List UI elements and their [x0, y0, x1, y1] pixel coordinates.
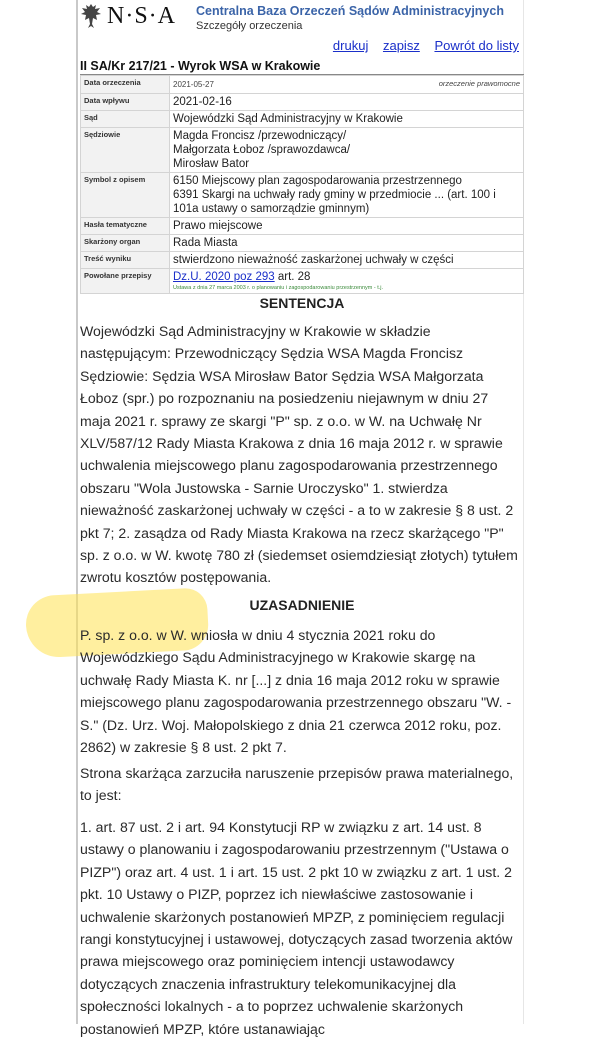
value-organ: Rada Miasta: [170, 235, 524, 252]
back-to-list-link[interactable]: Powrót do listy: [434, 38, 519, 53]
label-symbol: Symbol z opisem: [81, 173, 170, 218]
page-left-border: [76, 0, 78, 1024]
print-link[interactable]: drukuj: [332, 38, 369, 53]
sentencja-heading: SENTENCJA: [259, 295, 345, 311]
site-title[interactable]: Centralna Baza Orzeczeń Sądów Administracyjnych: [196, 4, 504, 18]
site-subtitle: Szczegóły orzeczenia: [196, 20, 303, 32]
label-data-wplywu: Data wpływu: [81, 94, 170, 111]
site-header: [80, 2, 520, 34]
uzasadnienie-paragraph-1: P. sp. z o.o. w W. wniosła w dniu 4 stycznia 2021 roku do Wojewódzkiego Sądu Administracyjnego w Krakowie skargę na uchwałę Rady Miasta K. nr [...] z dnia 16 maja 2012 roku w sprawie miejscowego planu zagospodarowania przestrzennego obszaru "W. -S." (Dz. Urz. Woj. Małopolskiego z dnia 21 czerwca 2012 roku, poz. 2862) w zakresie § 8 ust. 2 pkt 7.: [80, 627, 512, 756]
regulation-note: Ustawa z dnia 27 marca 2003 r. o planowaniu i zagospodarowaniu przestrzennym - t.j.: [173, 285, 384, 291]
row-symbol: [81, 173, 524, 218]
eagle-emblem-icon: [80, 2, 102, 30]
row-sad: [81, 111, 524, 128]
action-links: [322, 38, 519, 53]
nsa-logo-text[interactable]: N·S·A: [107, 3, 176, 29]
label-hasla: Hasła tematyczne: [81, 218, 170, 235]
label-data-orzeczenia: Data orzeczenia: [81, 76, 170, 94]
regulation-link[interactable]: Dz.U. 2020 poz 293: [173, 271, 275, 283]
symbol-1: 6150 Miejscowy plan zagospodarowania przestrzennego: [173, 175, 462, 187]
save-link[interactable]: zapisz: [382, 38, 420, 53]
value-hasla: Prawo miejscowe: [170, 218, 524, 235]
label-wynik: Treść wyniku: [81, 252, 170, 269]
row-data-wplywu: [81, 94, 524, 111]
row-przepisy: [81, 269, 524, 294]
sentencja-text: Wojewódzki Sąd Administracyjny w Krakowie w składzie następującym: Przewodniczący Sędzia WSA Magda Froncisz Sędziowie: Sędzia WSA Mirosław Bator Sędzia WSA Małgorzata Łoboz (spr.) po rozpoznaniu na posiedzeniu niejawnym w dniu 27 maja 2021 r. sprawy ze skargi "P" sp. z o.o. w W. na Uchwałę Nr XLV/587/12 Rady Miasta Krakowa z dnia 16 maja 2012 r. w sprawie uchwalenia miejscowego planu zagospodarowania przestrzennego obszaru "Wola Justowska - Sarnie Uroczysko" 1. stwierdza nieważność zaskarżonej uchwały w części - a to w zakresie § 8 ust. 2 pkt 7; 2. zasądza od Rady Miasta Krakowa na rzecz skarżącego "P" sp. z o.o. w W. kwotę 780 zł (siedemset osiemdziesiąt złotych) tytułem zwrotu kosztów postępowania.: [80, 323, 518, 586]
row-hasla: [81, 218, 524, 235]
case-title: II SA/Kr 217/21 - Wyrok WSA w Krakowie: [80, 59, 524, 75]
row-organ: [81, 235, 524, 252]
metadata-table: [80, 75, 524, 294]
label-sad: Sąd: [81, 111, 170, 128]
uzasadnienie-heading: UZASADNIENIE: [249, 597, 355, 613]
judge-2: Małgorzata Łoboz /sprawozdawca/: [173, 144, 351, 156]
regulation-article: art. 28: [274, 271, 311, 283]
status-text: orzeczenie prawomocne: [438, 79, 520, 88]
judge-3: Mirosław Bator: [173, 158, 250, 170]
label-sedziowie: Sędziowie: [81, 128, 170, 173]
row-sedziowie: [81, 128, 524, 173]
label-organ: Skarżony organ: [81, 235, 170, 252]
uzasadnienie-paragraph-2: Strona skarżąca zarzuciła naruszenie przepisów prawa materialnego, to jest:: [80, 765, 514, 804]
label-przepisy: Powołane przepisy: [81, 269, 170, 294]
judge-1: Magda Froncisz /przewodniczący/: [173, 130, 347, 142]
uzasadnienie-paragraph-3: 1. art. 87 ust. 2 i art. 94 Konstytucji RP w związku z art. 14 ust. 8 ustawy o planowaniu i zagospodarowaniu przestrzennym ("Ustawa o PIZP") oraz art. 4 ust. 1 i art. 15 ust. 2 pkt 10 w związku z art. 1 ust. 2 pkt. 10 Ustawy o PIZP, poprzez ich niewłaściwe zastosowanie i uchwalenie skarżonych postanowień MPZP, z pominięciem regulacji rangi konstytucyjnej i ustawowej, dotyczących zasad tworzenia aktów prawa miejscowego oraz pominięciem intencji ustawodawcy dotyczących znaczenia infrastruktury telekomunikacyjnej dla społeczności lokalnych - a to poprzez uchwalenie skarżonych postanowień MPZP, które ustanawiając: [80, 819, 513, 1037]
value-data-wplywu: 2021-02-16: [170, 94, 524, 111]
value-wynik: stwierdzono nieważność zaskarżonej uchwały w części: [170, 252, 524, 269]
value-data-orzeczenia: 2021-05-27: [173, 80, 214, 89]
row-data-orzeczenia: [81, 76, 524, 94]
row-wynik: [81, 252, 524, 269]
value-sad: Wojewódzki Sąd Administracyjny w Krakowie: [170, 111, 524, 128]
symbol-2: 6391 Skargi na uchwały rady gminy w przedmiocie ... (art. 100 i 101a ustawy o samorządzie gminnym): [173, 189, 496, 215]
